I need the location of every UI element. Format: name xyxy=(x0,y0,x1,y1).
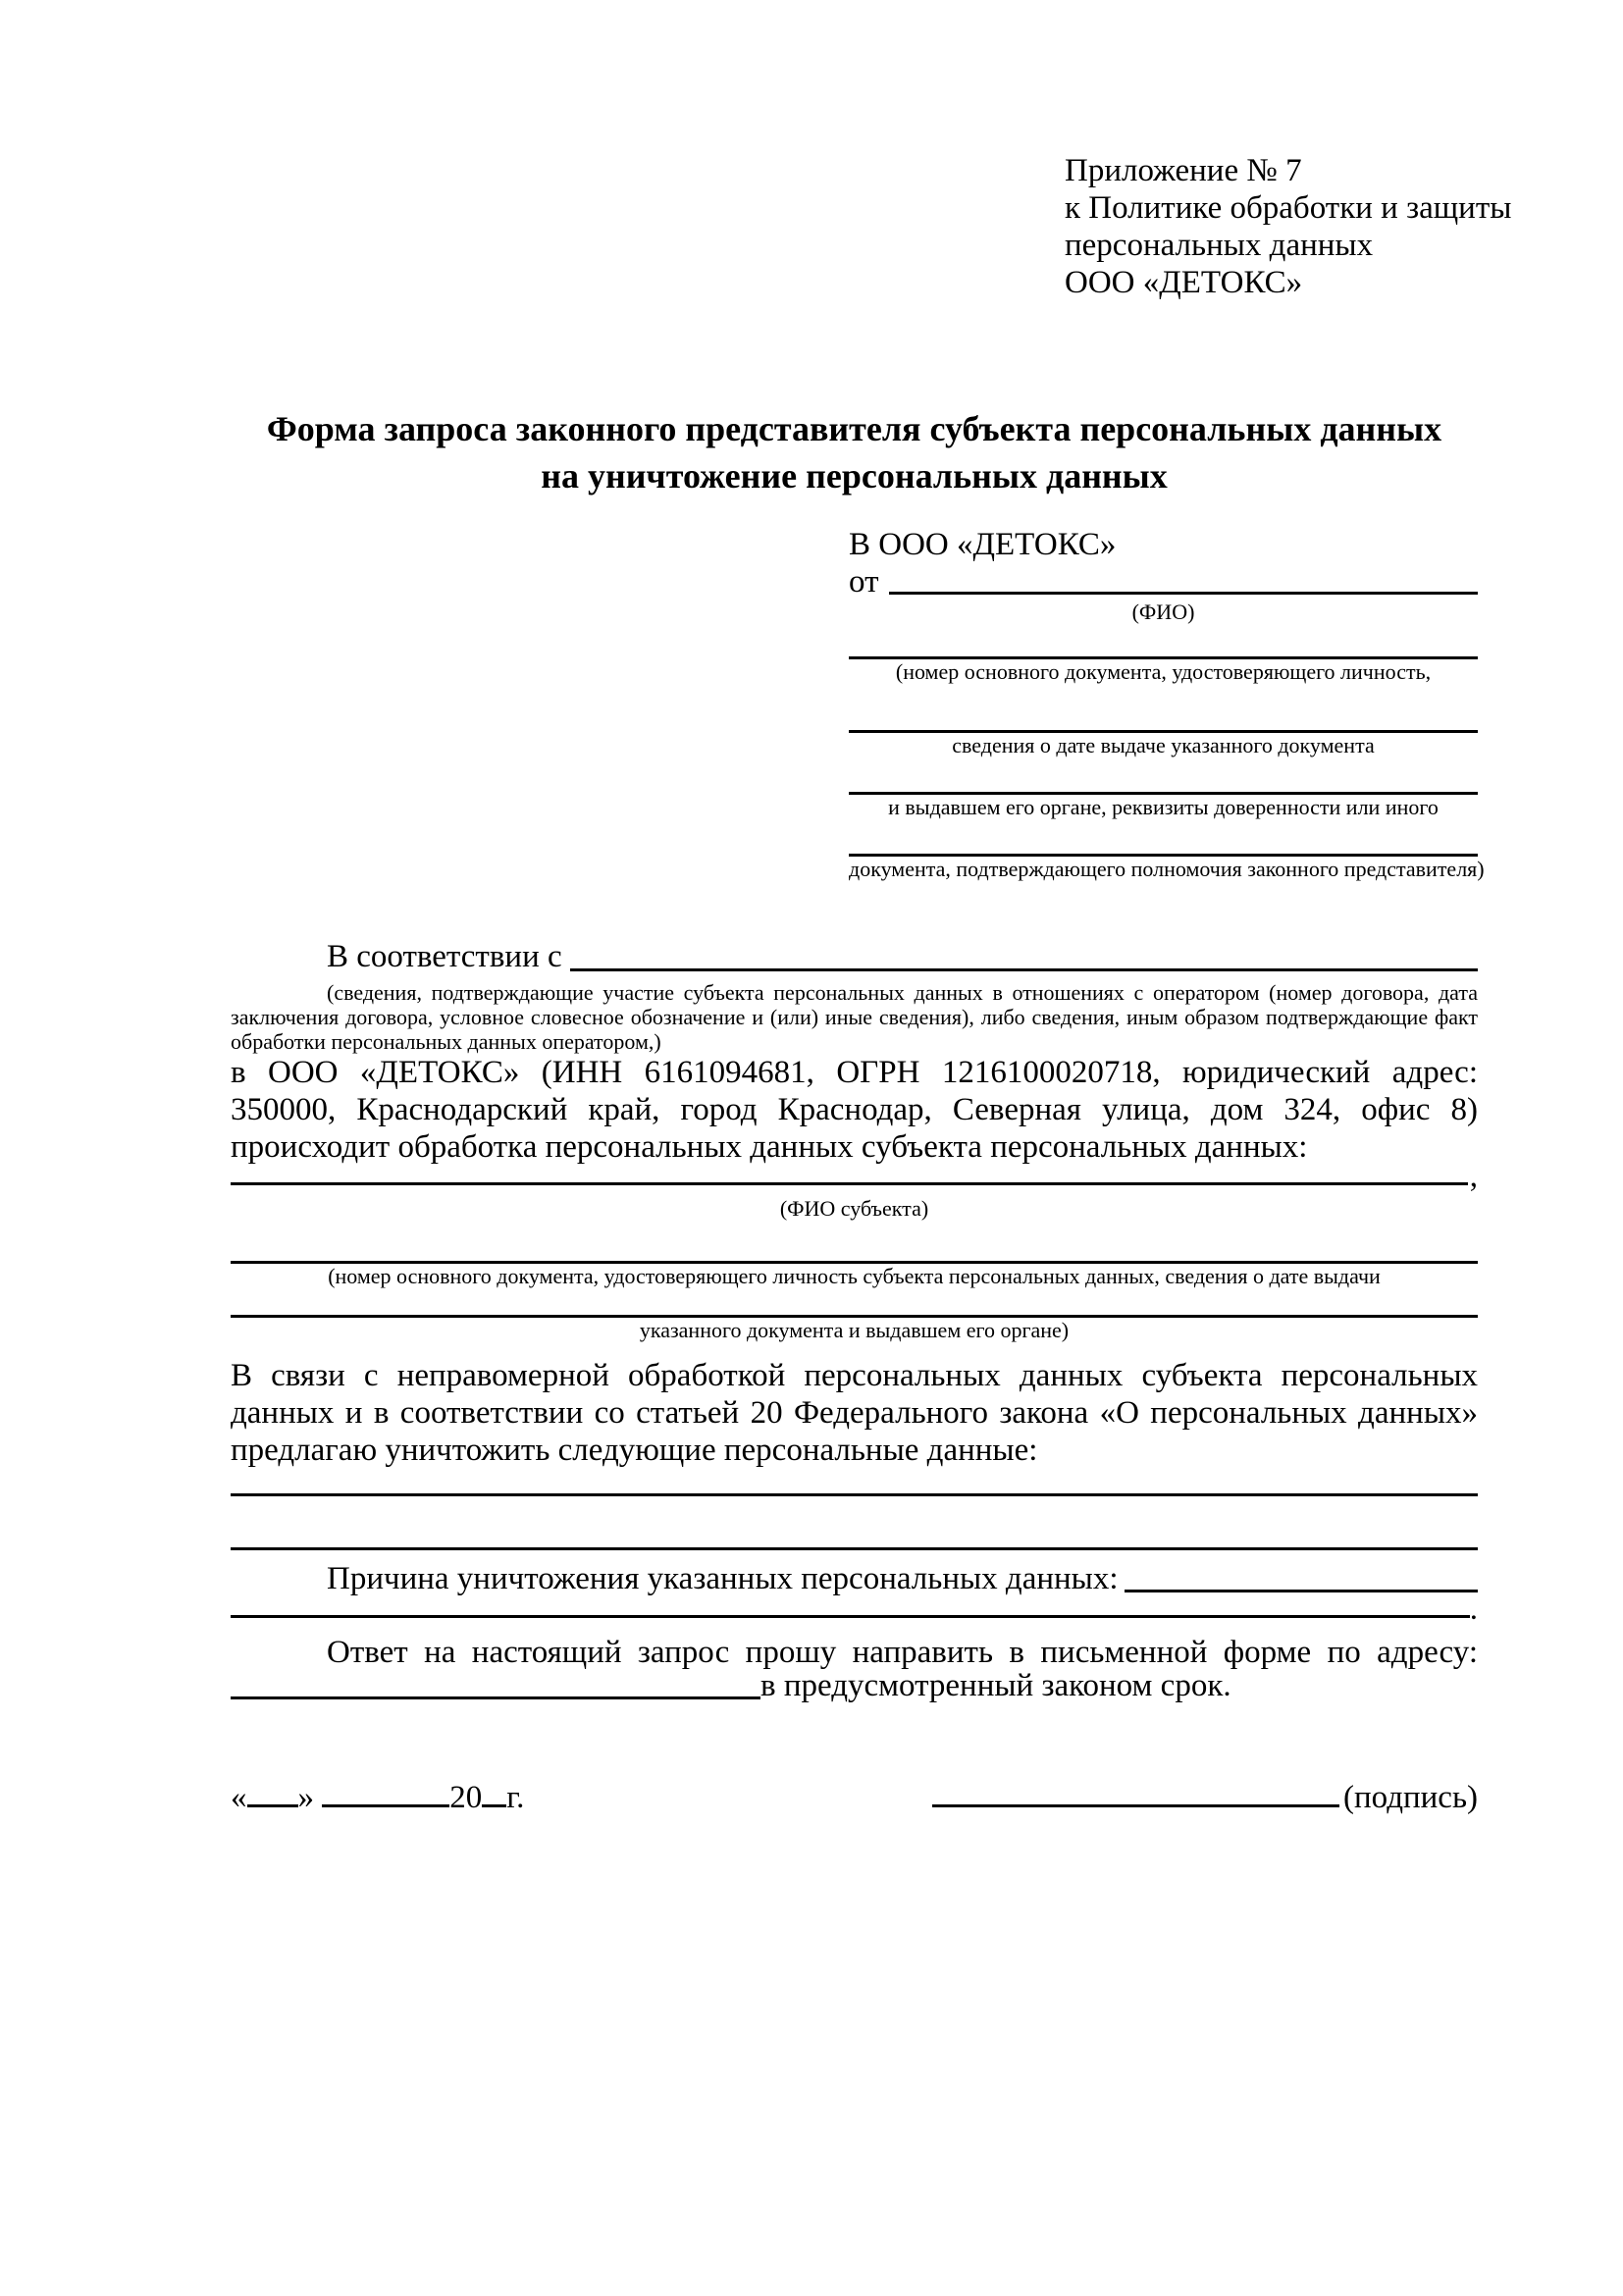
document-issuer-line xyxy=(849,758,1478,795)
document-caption-4: документа, подтверждающего полномочия законного представителя) xyxy=(849,857,1485,881)
subject-document-issuer-line xyxy=(231,1289,1478,1318)
authority-document-line xyxy=(849,820,1478,857)
day-line xyxy=(247,1804,298,1807)
document-caption-1: (номер основного документа, удостоверяющего личность, xyxy=(895,659,1432,684)
subject-fio-caption: (ФИО субъекта) xyxy=(779,1196,929,1221)
document-caption-2: сведения о дате выдаче указанного документа xyxy=(952,733,1375,757)
year-line xyxy=(482,1804,506,1807)
subject-document-line xyxy=(231,1222,1478,1264)
answer-request-line: Ответ на настоящий запрос прошу направить в письменной форме по адресу: xyxy=(327,1635,1478,1670)
quote-close: » xyxy=(297,1780,314,1815)
reason-continuation-row xyxy=(231,1592,1478,1627)
quote-open: « xyxy=(231,1780,247,1815)
trailing-period: . xyxy=(1469,1592,1478,1627)
appendix-block xyxy=(1065,152,1512,301)
signature-field xyxy=(932,1780,1478,1815)
representative-name-line xyxy=(889,592,1479,595)
accordance-label: В соответствии с xyxy=(327,939,562,974)
trailing-comma: , xyxy=(1469,1159,1478,1194)
data-to-destroy-line-2 xyxy=(231,1496,1478,1550)
from-label: от xyxy=(849,564,879,600)
subject-name-row xyxy=(231,1159,1478,1194)
answer-address-row xyxy=(231,1668,1478,1703)
representative-document-line xyxy=(849,625,1478,659)
reason-line xyxy=(1125,1590,1478,1592)
request-paragraph: В связи с неправомерной обработкой персональных данных субъекта персональных данных и в соответствии со статьей 20 Федерального закона «О персональных данных» предлагаю уничтожить следующие персональные данные: xyxy=(231,1358,1478,1468)
addressee-block xyxy=(849,525,1485,882)
date-signature-row xyxy=(231,1780,1478,1815)
page-title-line2: на уничтожение персональных данных xyxy=(541,456,1168,496)
page-title xyxy=(231,405,1478,499)
addressee-to: В ООО «ДЕТОКС» xyxy=(849,527,1117,562)
operator-paragraph: в ООО «ДЕТОКС» (ИНН 6161094681, ОГРН 1216100020718, юридический адрес: 350000, Краснодарский край, город Краснодар, Северная улица, дом 324, офис 8) происходит обработка персональных данных субъекта персональных данных: xyxy=(231,1055,1478,1165)
appendix-line: ООО «ДЕТОКС» xyxy=(1065,265,1303,300)
appendix-line: Приложение № 7 xyxy=(1065,153,1302,188)
from-field-row xyxy=(849,564,1478,600)
data-to-destroy-line-1 xyxy=(231,1469,1478,1496)
accordance-basis-line xyxy=(570,968,1478,971)
subject-document-caption-2: указанного документа и выдавшем его органе) xyxy=(639,1318,1070,1342)
reason-row xyxy=(231,1560,1478,1597)
subject-document-caption-1: (номер основного документа, удостоверяющего личность субъекта персональных данных, сведения о дате выдачи xyxy=(328,1264,1381,1288)
appendix-line: персональных данных xyxy=(1065,228,1374,263)
date-field xyxy=(231,1780,524,1815)
year-prefix: 20 xyxy=(449,1780,483,1815)
document-content xyxy=(231,0,1512,1815)
year-suffix: г. xyxy=(506,1780,525,1815)
fio-caption: (ФИО) xyxy=(1131,600,1195,624)
reason-label: Причина уничтожения указанных персональных данных: xyxy=(327,1561,1119,1596)
signature-caption: (подпись) xyxy=(1343,1780,1478,1815)
answer-address-line xyxy=(231,1696,760,1699)
page-title-line1: Форма запроса законного представителя субъекта персональных данных xyxy=(266,409,1442,448)
answer-deadline-text: в предусмотренный законом срок. xyxy=(760,1668,1231,1703)
signature-line xyxy=(932,1804,1339,1807)
reason-continuation-line xyxy=(231,1615,1470,1618)
appendix-line: к Политике обработки и защиты xyxy=(1065,190,1512,226)
accordance-note: (сведения, подтверждающие участие субъекта персональных данных в отношениях с оператором (номер договора, дата заключения договора, условное словесное обозначение и (или) иные сведения), либо сведения, иным образом подтверждающие факт обработки персональных данных оператором,) xyxy=(231,980,1478,1054)
subject-name-line xyxy=(231,1182,1468,1185)
document-issue-date-line xyxy=(849,685,1478,733)
accordance-row xyxy=(231,937,1478,976)
document-caption-3: и выдавшем его органе, реквизиты доверенности или иного xyxy=(888,795,1439,819)
month-line xyxy=(322,1804,449,1807)
